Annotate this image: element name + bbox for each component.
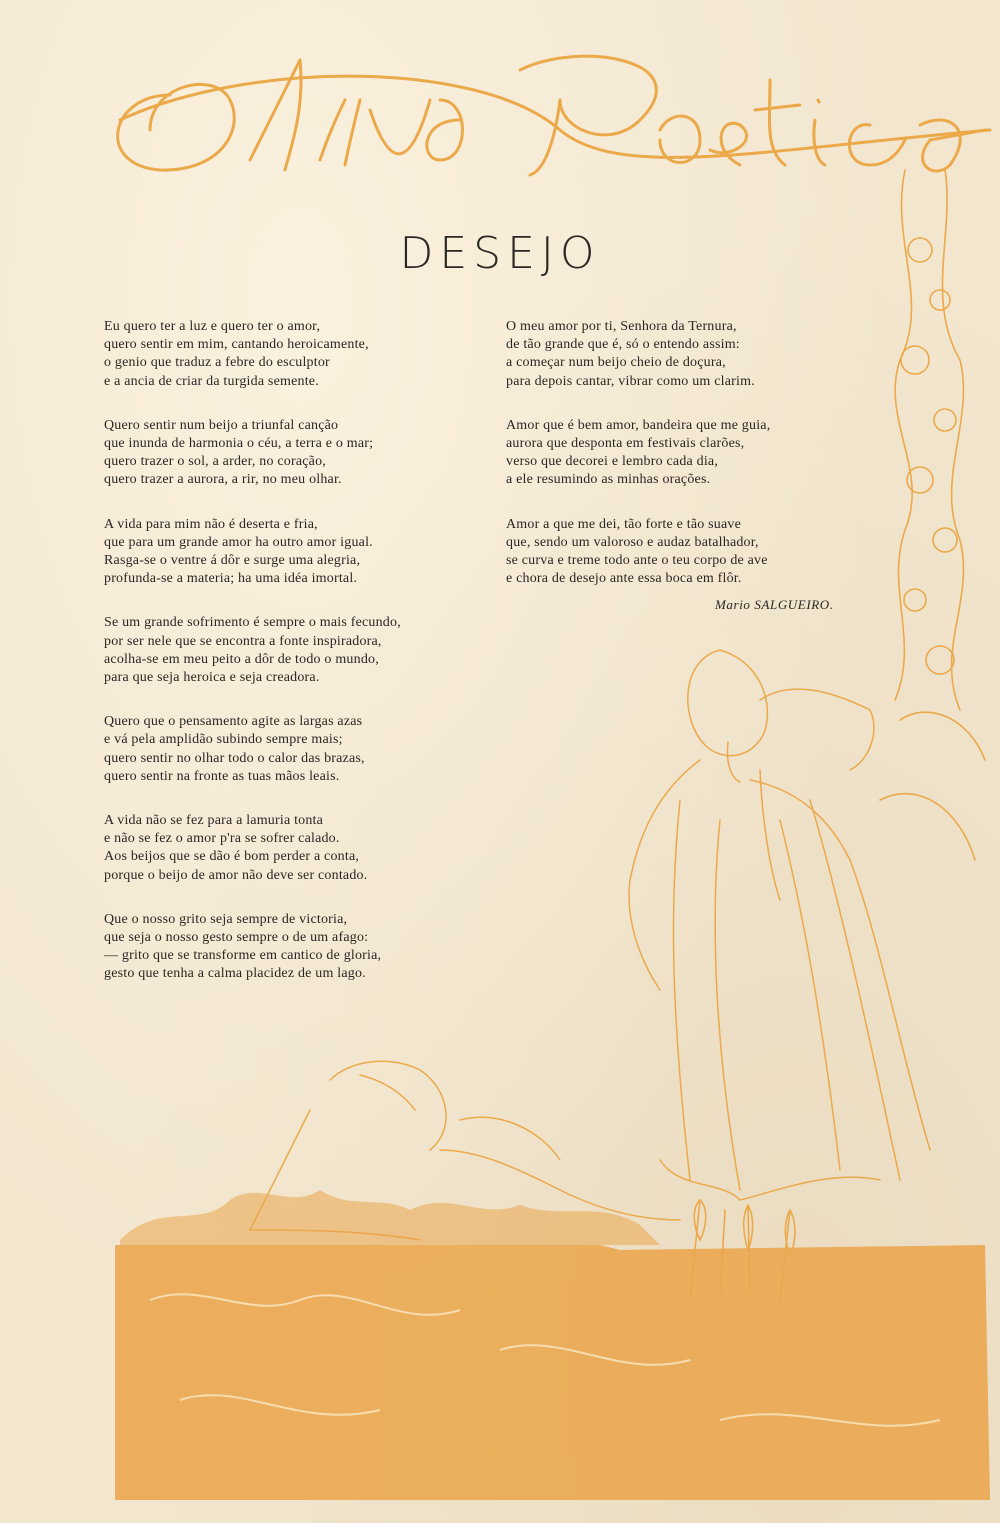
verse-line: e chora de desejo ante essa boca em flôr. — [506, 571, 742, 587]
poem-title: DESEJO — [399, 228, 601, 279]
verse-line: se curva e treme todo ante o teu corpo de ave — [506, 553, 768, 569]
verse-line: a ele resumindo as minhas orações. — [506, 472, 711, 488]
verse-line: quero sentir no olhar todo o calor das brazas, — [104, 750, 365, 766]
verse-line: de tão grande que é, só o entendo assim: — [506, 337, 740, 353]
verse-line: a começar num beijo cheio de doçura, — [506, 355, 726, 371]
verse-line: Eu quero ter a luz e quero ter o amor, — [104, 319, 321, 334]
verse-line: quero trazer a aurora, a rir, no meu olhar. — [104, 472, 342, 488]
verse-line: quero trazer o sol, a arder, no coração, — [104, 454, 326, 470]
verse-line: profunda-se a materia; ha uma idéa imortal. — [104, 571, 358, 587]
author-signature: Mario SALGUEIRO. — [715, 597, 834, 612]
poem-right-column — [506, 318, 876, 614]
verse-line: porque o beijo de amor não deve ser contado. — [104, 867, 368, 883]
verse-line: Quero sentir num beijo a triunfal canção — [104, 417, 339, 433]
verse-line: — grito que se transforme em cantico de gloria, — [104, 948, 382, 964]
verse-line: acolha-se em meu peito a dôr de todo o mundo, — [104, 651, 379, 667]
verse-line: e a ancia de criar da turgida semente. — [104, 373, 319, 389]
verse-line: para depois cantar, vibrar como um clarim. — [506, 373, 755, 389]
stanza — [104, 417, 504, 490]
verse-line: que seja o nosso gesto sempre o de um afago: — [104, 930, 369, 946]
verse-line: que inunda de harmonia o céu, a terra e o mar; — [104, 436, 374, 452]
stanza — [104, 614, 504, 687]
verse-line: o genio que traduz a febre do esculptor — [104, 355, 330, 371]
verse-line: e vá pela amplidão subindo sempre mais; — [104, 732, 343, 748]
verse-line: Quero que o pensamento agite as largas azas — [104, 714, 363, 730]
verse-line: A vida para mim não é deserta e fria, — [104, 516, 318, 532]
verse-line: Que o nosso grito seja sempre de victoria, — [104, 911, 348, 927]
verse-line: verso que decorei e lembro cada dia, — [506, 454, 719, 470]
poem-left-column — [104, 318, 504, 1010]
verse-line: aurora que desponta em festivais clarões, — [506, 436, 745, 452]
stanza — [506, 318, 876, 391]
stanza — [506, 417, 876, 490]
verse-line: Aos beijos que se dão é bom perder a conta, — [104, 849, 360, 865]
verse-line: quero sentir em mim, cantando heroicamente, — [104, 337, 369, 353]
masthead — [100, 55, 1000, 205]
stanza — [104, 812, 504, 885]
stanza — [104, 318, 504, 391]
verse-line: A vida não se fez para a lamuria tonta — [104, 813, 324, 829]
verse-line: quero sentir na fronte as tuas mãos leais. — [104, 768, 340, 784]
verse-line: Se um grande sofrimento é sempre o mais fecundo, — [104, 615, 401, 631]
stanza — [104, 713, 504, 786]
verse-line: e não se fez o amor p'ra se sofrer calado. — [104, 831, 340, 847]
verse-line: Rasga-se o ventre á dôr e surge uma alegria, — [104, 553, 361, 569]
stanza — [506, 516, 876, 589]
verse-line: gesto que tenha a calma placidez de um lago. — [104, 966, 366, 982]
verse-line: Amor que é bem amor, bandeira que me guia, — [506, 417, 771, 433]
verse-line: por ser nele que se encontra a fonte inspiradora, — [104, 633, 382, 649]
verse-line: que, sendo um valoroso e audaz batalhador, — [506, 534, 759, 550]
verse-line: que para um grande amor ha outro amor igual. — [104, 534, 373, 550]
stanza — [104, 911, 504, 984]
verse-line: Amor a que me dei, tão forte e tão suave — [506, 516, 742, 532]
stanza — [104, 516, 504, 589]
verse-line: O meu amor por ti, Senhora da Ternura, — [506, 319, 737, 334]
verse-line: para que seja heroica e seja creadora. — [104, 670, 320, 686]
